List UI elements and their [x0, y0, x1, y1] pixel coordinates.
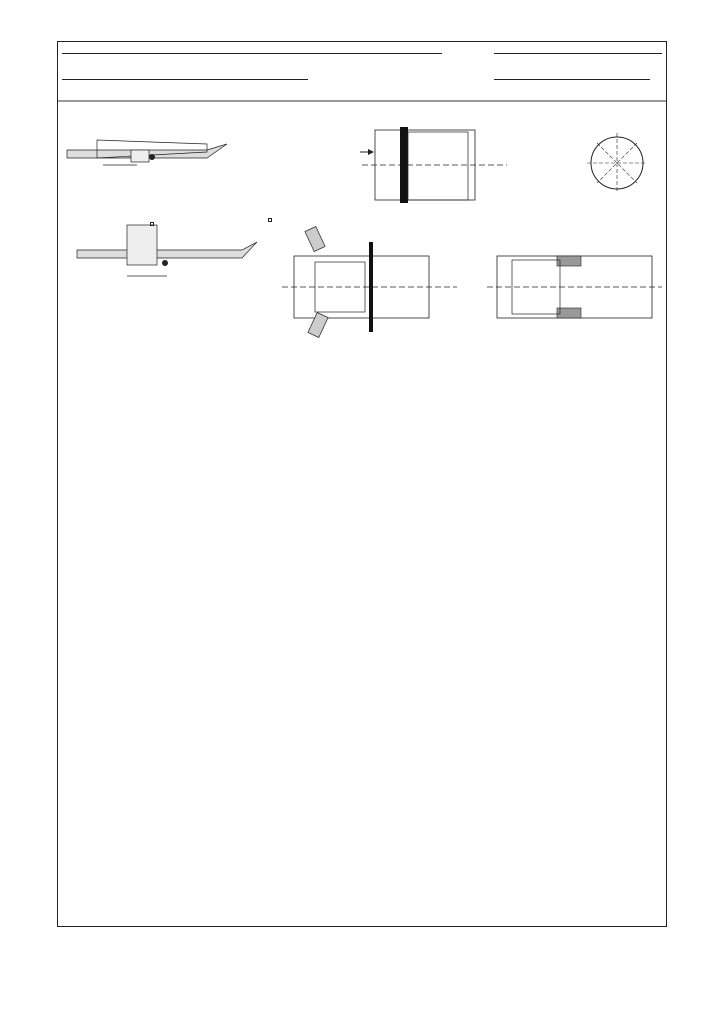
- diagram-4-torque: [268, 218, 272, 222]
- circle-diagram: [587, 133, 647, 193]
- sheet-title: [62, 53, 442, 54]
- sheet-number-field[interactable]: [494, 79, 650, 80]
- diagram-3-plink: [77, 225, 257, 276]
- diagram-4-socket-insertion: [282, 226, 457, 337]
- diagram-5-liner: [487, 256, 662, 318]
- date-field[interactable]: [494, 53, 662, 54]
- diagram-3-torque: [150, 222, 154, 226]
- diagram-area: [57, 100, 667, 360]
- person-field[interactable]: [62, 79, 308, 80]
- diagram-1-straight-pipe: [67, 140, 227, 165]
- diagram-2-socket: [360, 127, 507, 203]
